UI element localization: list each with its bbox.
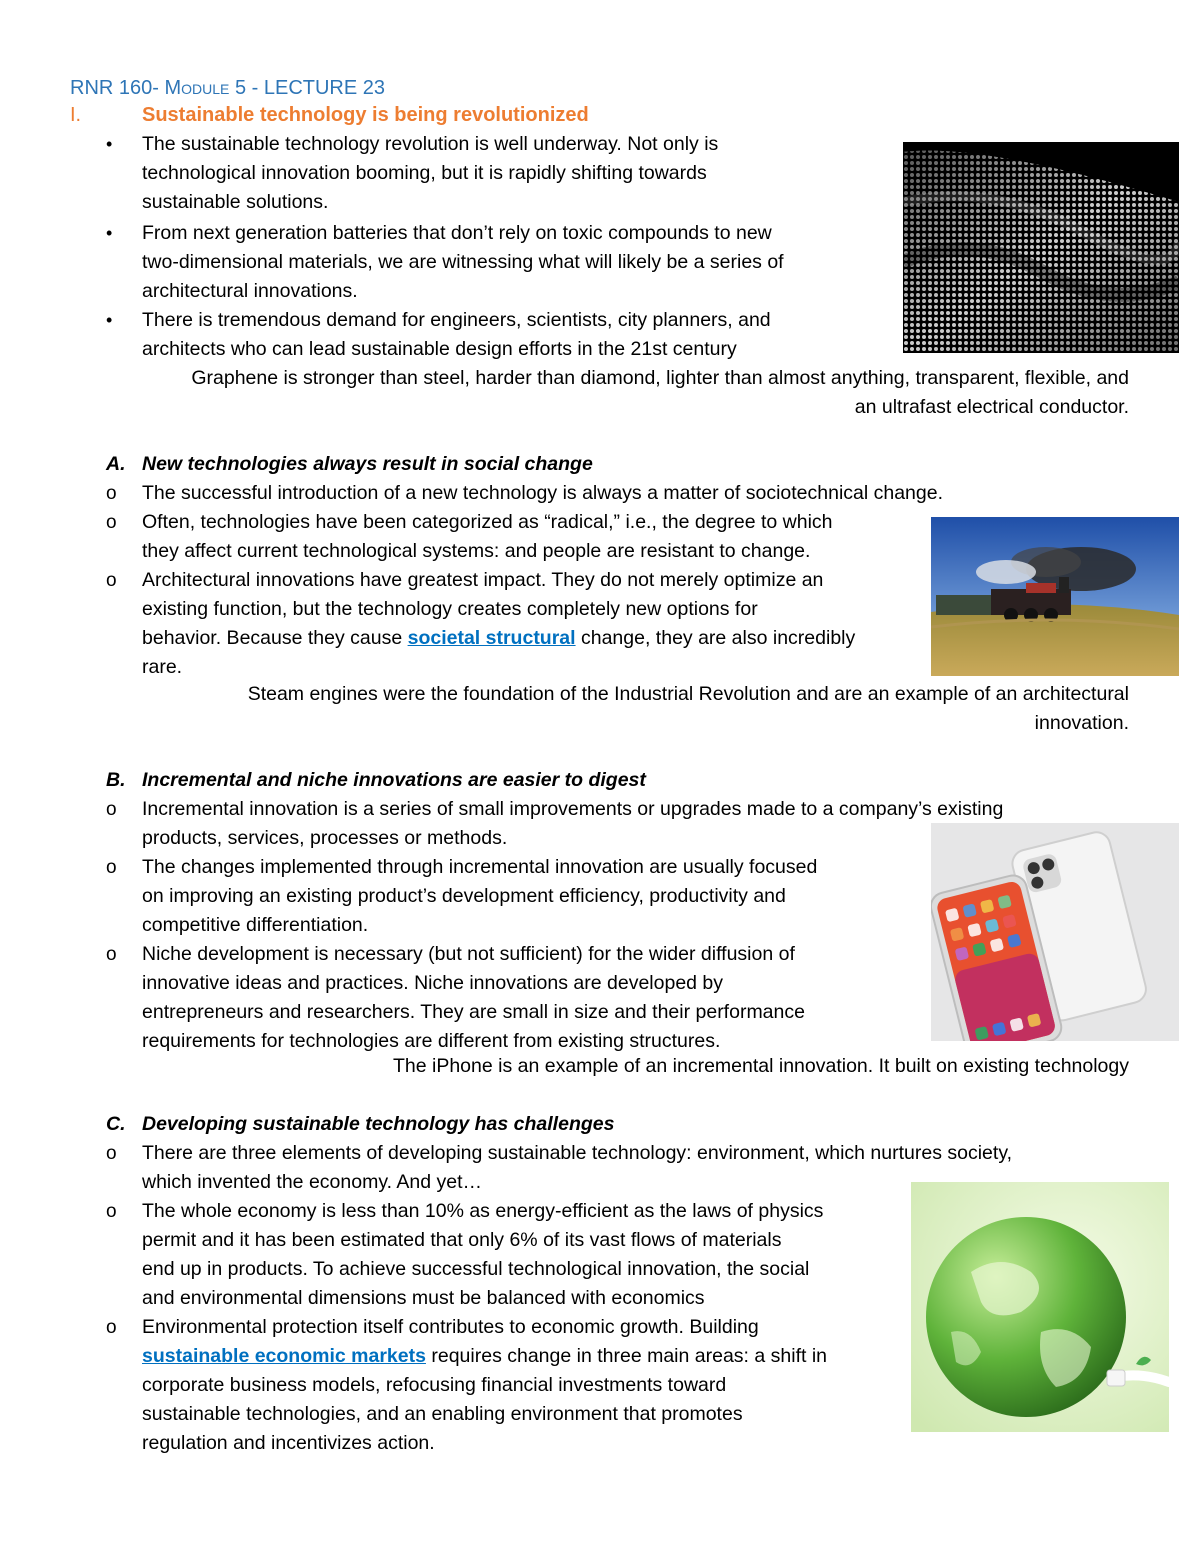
b-item-1-line-2: products, services, processes or methods.: [142, 827, 508, 849]
bullet-marker: •: [106, 134, 113, 154]
bullet-2-line-1: From next generation batteries that don’t rely on toxic compounds to new: [142, 222, 772, 244]
circle-bullet: o: [106, 1201, 117, 1222]
bullet-2-line-2: two-dimensional materials, we are witnessing what will likely be a series of: [142, 251, 784, 273]
circle-bullet: o: [106, 944, 117, 965]
circle-bullet: o: [106, 1317, 117, 1338]
b-item-1-line-1: Incremental innovation is a series of small improvements or upgrades made to a company’s existing: [142, 798, 1004, 820]
circle-bullet: o: [106, 799, 117, 820]
bullet-3-line-2: architects who can lead sustainable design efforts in the 21st century: [142, 338, 737, 360]
a-item-3-line-3: [142, 624, 855, 653]
c-item-3-line-5: regulation and incentivizes action.: [142, 1432, 435, 1454]
circle-bullet: o: [106, 570, 117, 591]
b-item-2-line-2: on improving an existing product’s development efficiency, productivity and: [142, 885, 786, 907]
c-item-3-line-1: Environmental protection itself contributes to economic growth. Building: [142, 1316, 759, 1338]
green-globe-image: [911, 1182, 1169, 1432]
bullet-1-line-1: The sustainable technology revolution is well underway. Not only is: [142, 133, 719, 155]
course-code: RNR 160-: [70, 77, 159, 99]
c-item-2-line-3: end up in products. To achieve successful technological innovation, the social: [142, 1258, 810, 1280]
b-item-3-line-4: requirements for technologies are different from existing structures.: [142, 1030, 721, 1052]
circle-bullet: o: [106, 1143, 117, 1164]
a-item-2-line-1: Often, technologies have been categorized as “radical,” i.e., the degree to which: [142, 511, 833, 533]
c-item-2-line-4: and environmental dimensions must be balanced with economics: [142, 1287, 705, 1309]
subsection-c-title: Developing sustainable technology has challenges: [142, 1113, 615, 1135]
page-title: [70, 74, 385, 103]
module-word: Module: [164, 77, 230, 99]
a-item-3-line-1: Architectural innovations have greatest impact. They do not merely optimize an: [142, 569, 824, 591]
sustainable-economic-markets-link[interactable]: sustainable economic markets: [142, 1345, 426, 1367]
iphone-caption: The iPhone is an example of an incremental innovation. It built on existing technology: [392, 1055, 1129, 1077]
graphene-caption-line-1: Graphene is stronger than steel, harder than diamond, lighter than almost anything, transparent, flexible, and: [191, 367, 1129, 389]
bullet-marker: •: [106, 223, 113, 243]
a-item-2-line-2: they affect current technological systems: and people are resistant to change.: [142, 540, 811, 562]
iphone-image: [931, 823, 1179, 1041]
b-item-3-line-1: Niche development is necessary (but not sufficient) for the wider diffusion of: [142, 943, 795, 965]
text-span: behavior. Because they cause: [142, 627, 408, 649]
subsection-c-letter: C.: [106, 1113, 126, 1135]
section-title: Sustainable technology is being revolutionized: [142, 104, 589, 126]
steam-caption-line-1: Steam engines were the foundation of the Industrial Revolution and are an example of an architectural: [247, 683, 1129, 705]
text-span: change, they are also incredibly: [575, 627, 856, 649]
societal-structural-link[interactable]: societal structural: [407, 627, 576, 649]
subsection-b-title: Incremental and niche innovations are easier to digest: [142, 769, 646, 791]
subsection-b-letter: B.: [106, 769, 126, 791]
steam-train-image: [931, 517, 1179, 676]
b-item-2-line-1: The changes implemented through incremental innovation are usually focused: [142, 856, 818, 878]
bullet-marker: •: [106, 310, 113, 330]
graphene-image: [903, 142, 1179, 353]
bullet-1-line-2: technological innovation booming, but it is rapidly shifting towards: [142, 162, 707, 184]
subsection-a-letter: A.: [106, 453, 126, 475]
b-item-2-line-3: competitive differentiation.: [142, 914, 369, 936]
c-item-1-line-1: There are three elements of developing sustainable technology: environment, which nurtures society,: [142, 1142, 1013, 1164]
bullet-3-line-1: There is tremendous demand for engineers, scientists, city planners, and: [142, 309, 771, 331]
c-item-3-line-2: [142, 1342, 827, 1371]
c-item-3-line-3: corporate business models, refocusing financial investments toward: [142, 1374, 727, 1396]
circle-bullet: o: [106, 512, 117, 533]
circle-bullet: o: [106, 857, 117, 878]
b-item-3-line-3: entrepreneurs and researchers. They are small in size and their performance: [142, 1001, 805, 1023]
steam-caption-line-2: innovation.: [1034, 712, 1129, 734]
bullet-1-line-3: sustainable solutions.: [142, 191, 329, 213]
a-item-3-line-2: existing function, but the technology creates completely new options for: [142, 598, 758, 620]
circle-bullet: o: [106, 483, 117, 504]
lecture-number: 5 - LECTURE 23: [234, 77, 386, 99]
b-item-3-line-2: innovative ideas and practices. Niche innovations are developed by: [142, 972, 724, 994]
c-item-2-line-2: permit and it has been estimated that only 6% of its vast flows of materials: [142, 1229, 782, 1251]
bullet-2-line-3: architectural innovations.: [142, 280, 358, 302]
c-item-1-line-2: which invented the economy. And yet…: [142, 1171, 483, 1193]
text-span: requires change in three main areas: a shift in: [425, 1345, 828, 1367]
a-item-3-line-4: rare.: [142, 656, 183, 678]
subsection-a-title: New technologies always result in social change: [142, 453, 593, 475]
section-number: I.: [70, 104, 82, 126]
c-item-3-line-4: sustainable technologies, and an enabling environment that promotes: [142, 1403, 743, 1425]
a-item-1-line-1: The successful introduction of a new technology is always a matter of sociotechnical change.: [142, 482, 944, 504]
c-item-2-line-1: The whole economy is less than 10% as energy-efficient as the laws of physics: [142, 1200, 824, 1222]
graphene-caption-line-2: an ultrafast electrical conductor.: [854, 396, 1129, 418]
